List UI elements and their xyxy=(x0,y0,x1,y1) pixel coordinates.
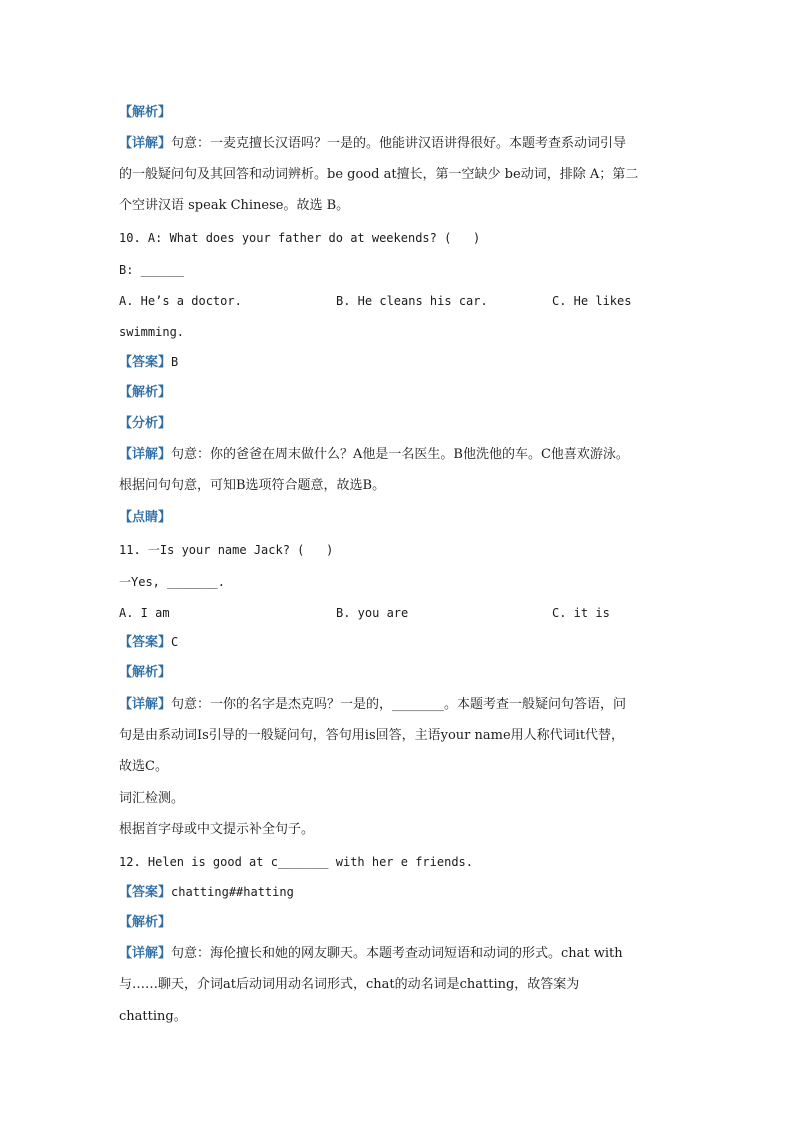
option-c-continuation: swimming. xyxy=(119,325,185,339)
detail-text-line: 根据问句句意，可知B选项符合题意，故选B。 xyxy=(119,478,386,493)
answer-tag: 【答案】 xyxy=(119,355,172,370)
detail-text: 句意：海伦擅长和她的网友聊天。本题考查动词短语和动词的形式。chat with xyxy=(171,946,623,961)
option-c: C. it is xyxy=(552,606,610,620)
option-a: A. He’s a doctor. xyxy=(119,294,242,308)
detail-text-line: 句是由系动词Is引导的一般疑问句，答句用is回答，主语your name用人称代词it代替， xyxy=(119,728,625,743)
detail-tag: 【详解】 xyxy=(119,447,172,462)
option-c: C. He likes xyxy=(552,294,632,308)
option-a: A. I am xyxy=(119,606,170,620)
section-title: 词汇检测。 xyxy=(119,791,185,806)
detail-paragraph xyxy=(119,446,629,464)
answer-line xyxy=(119,353,178,372)
detail-text: 句意：一麦克擅长汉语吗？一是的。他能讲汉语讲得很好。本题考查系动词引导 xyxy=(171,136,627,151)
detail-text-line: 的一般疑问句及其回答和动词辨析。be good at擅长，第一空缺少 be动词，排除 A；第二 xyxy=(119,167,639,182)
dianjing-heading xyxy=(119,509,171,527)
analysis-tag: 【解析】 xyxy=(119,385,172,400)
fenxi-heading xyxy=(119,415,171,433)
answer-value: C xyxy=(171,635,179,649)
section-instruction: 根据首字母或中文提示补全句子。 xyxy=(119,822,315,837)
analysis-tag: 【解析】 xyxy=(119,105,172,120)
analysis-heading xyxy=(119,914,171,932)
question-stem: 11. 一Is your name Jack? ( ) xyxy=(119,543,334,557)
answer-line xyxy=(119,883,294,902)
detail-tag: 【详解】 xyxy=(119,946,172,961)
option-b: B. He cleans his car. xyxy=(336,294,488,308)
answer-tag: 【答案】 xyxy=(119,885,172,900)
detail-tag: 【详解】 xyxy=(119,136,172,151)
analysis-tag: 【解析】 xyxy=(119,915,172,930)
option-b: B. you are xyxy=(336,606,409,620)
question-stem: 10. A: What does your father do at weekends? ( ) xyxy=(119,231,481,245)
detail-paragraph xyxy=(119,696,626,714)
answer-blank-line: B: ______ xyxy=(119,263,185,277)
reply-line: 一Yes, _______. xyxy=(119,575,225,589)
dianjing-tag: 【点睛】 xyxy=(119,510,172,525)
answer-line xyxy=(119,633,178,652)
answer-value: chatting##hatting xyxy=(171,885,294,899)
answer-value: B xyxy=(171,355,179,369)
answer-tag: 【答案】 xyxy=(119,635,172,650)
question-stem: 12. Helen is good at c_______ with her e friends. xyxy=(119,855,474,869)
analysis-tag: 【解析】 xyxy=(119,665,172,680)
detail-text-line: 个空讲汉语 speak Chinese。故选 B。 xyxy=(119,198,350,213)
detail-text-line: chatting。 xyxy=(119,1009,187,1024)
detail-text-line: 与……聊天，介词at后动词用动名词形式，chat的动名词是chatting，故答案为 xyxy=(119,977,580,992)
analysis-heading xyxy=(119,664,171,682)
detail-text-line: 故选C。 xyxy=(119,759,168,774)
detail-text: 句意：一你的名字是杰克吗？一是的，________。本题考查一般疑问句答语，问 xyxy=(171,697,627,712)
fenxi-tag: 【分析】 xyxy=(119,416,172,431)
analysis-heading xyxy=(119,104,171,122)
detail-paragraph xyxy=(119,135,626,153)
analysis-heading xyxy=(119,384,171,402)
detail-paragraph xyxy=(119,945,623,963)
detail-tag: 【详解】 xyxy=(119,697,172,712)
detail-text: 句意：你的爸爸在周末做什么？A他是一名医生。B他洗他的车。C他喜欢游泳。 xyxy=(171,447,629,462)
